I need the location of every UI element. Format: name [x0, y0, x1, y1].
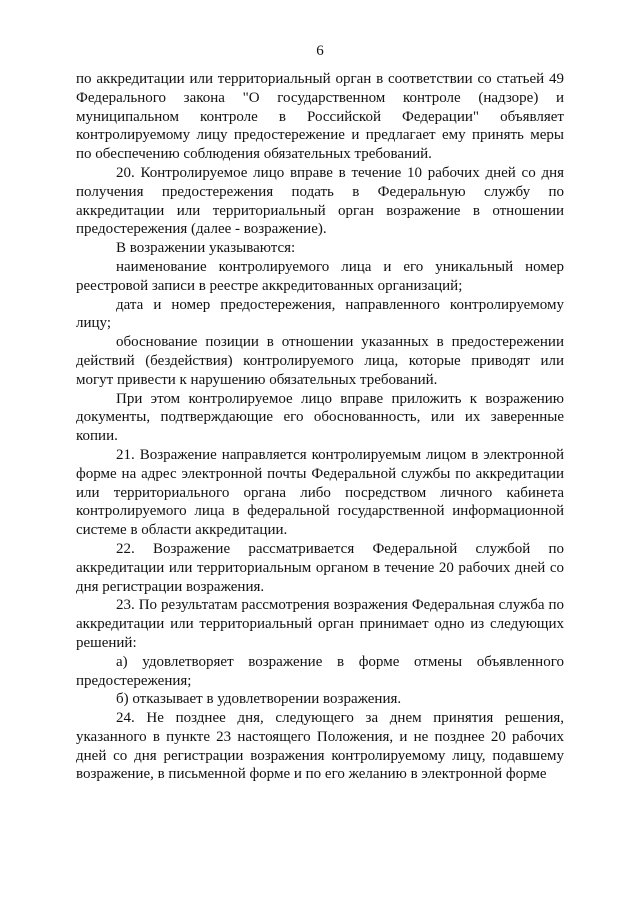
paragraph: 23. По результатам рассмотрения возражения Федеральная служба по аккредитации или территориальный орган принимает одно из следующих решений: — [76, 597, 564, 651]
paragraph: При этом контролируемое лицо вправе приложить к возражению документы, подтверждающие его обоснованность, или их заверенные копии. — [76, 390, 564, 445]
paragraph: б) отказывает в удовлетворении возражения. — [116, 691, 402, 708]
paragraph: по аккредитации или территориальный орган в соответствии со статьей 49 Федерального закона "О государственном контроле (надзоре) и муниципальном контроле в Российской Федерации" объявляет контролируемому лицу предостережение и предлагает ему принять меры по обеспечению соблюдения обязательных требований. — [76, 71, 564, 163]
paragraph: 21. Возражение направляется контролируемым лицом в электронной форме на адрес электронной почты Федеральной службы по аккредитации или территориального органа либо посредством личного кабинета контролируемого лица в федеральной государственной информационной системе в области аккредитации. — [76, 446, 564, 539]
paragraph: 20. Контролируемое лицо вправе в течение 10 рабочих дней со дня получения предостережения подать в Федеральную службу по аккредитации или территориальный орган возражение в отношении предостережения (далее - возражение). — [76, 164, 564, 238]
paragraph: наименование контролируемого лица и его уникальный номер реестровой записи в реестре аккредитованных организаций; — [76, 258, 564, 294]
paragraph: а) удовлетворяет возражение в форме отмены объявленного предостережения; — [76, 653, 564, 689]
document-body — [76, 70, 564, 784]
paragraph: дата и номер предостережения, направленного контролируемому лицу; — [76, 296, 564, 332]
page-number: 6 — [316, 43, 324, 59]
paragraph: 22. Возражение рассматривается Федеральной службой по аккредитации или территориальным органом в течение 20 рабочих дней со дня регистрации возражения. — [76, 540, 564, 595]
paragraph: обоснование позиции в отношении указанных в предостережении действий (бездействия) контролируемого лица, которые приводят или могут привести к нарушению обязательных требований. — [76, 334, 564, 388]
paragraph: 24. Не позднее дня, следующего за днем принятия решения, указанного в пункте 23 настоящего Положения, и не позднее 20 рабочих дней со дня регистрации возражения контролируемому лицу, подавшему возражение, в письменной форме и по его желанию в электронной форме — [76, 710, 564, 783]
paragraph: В возражении указываются: — [116, 240, 296, 257]
